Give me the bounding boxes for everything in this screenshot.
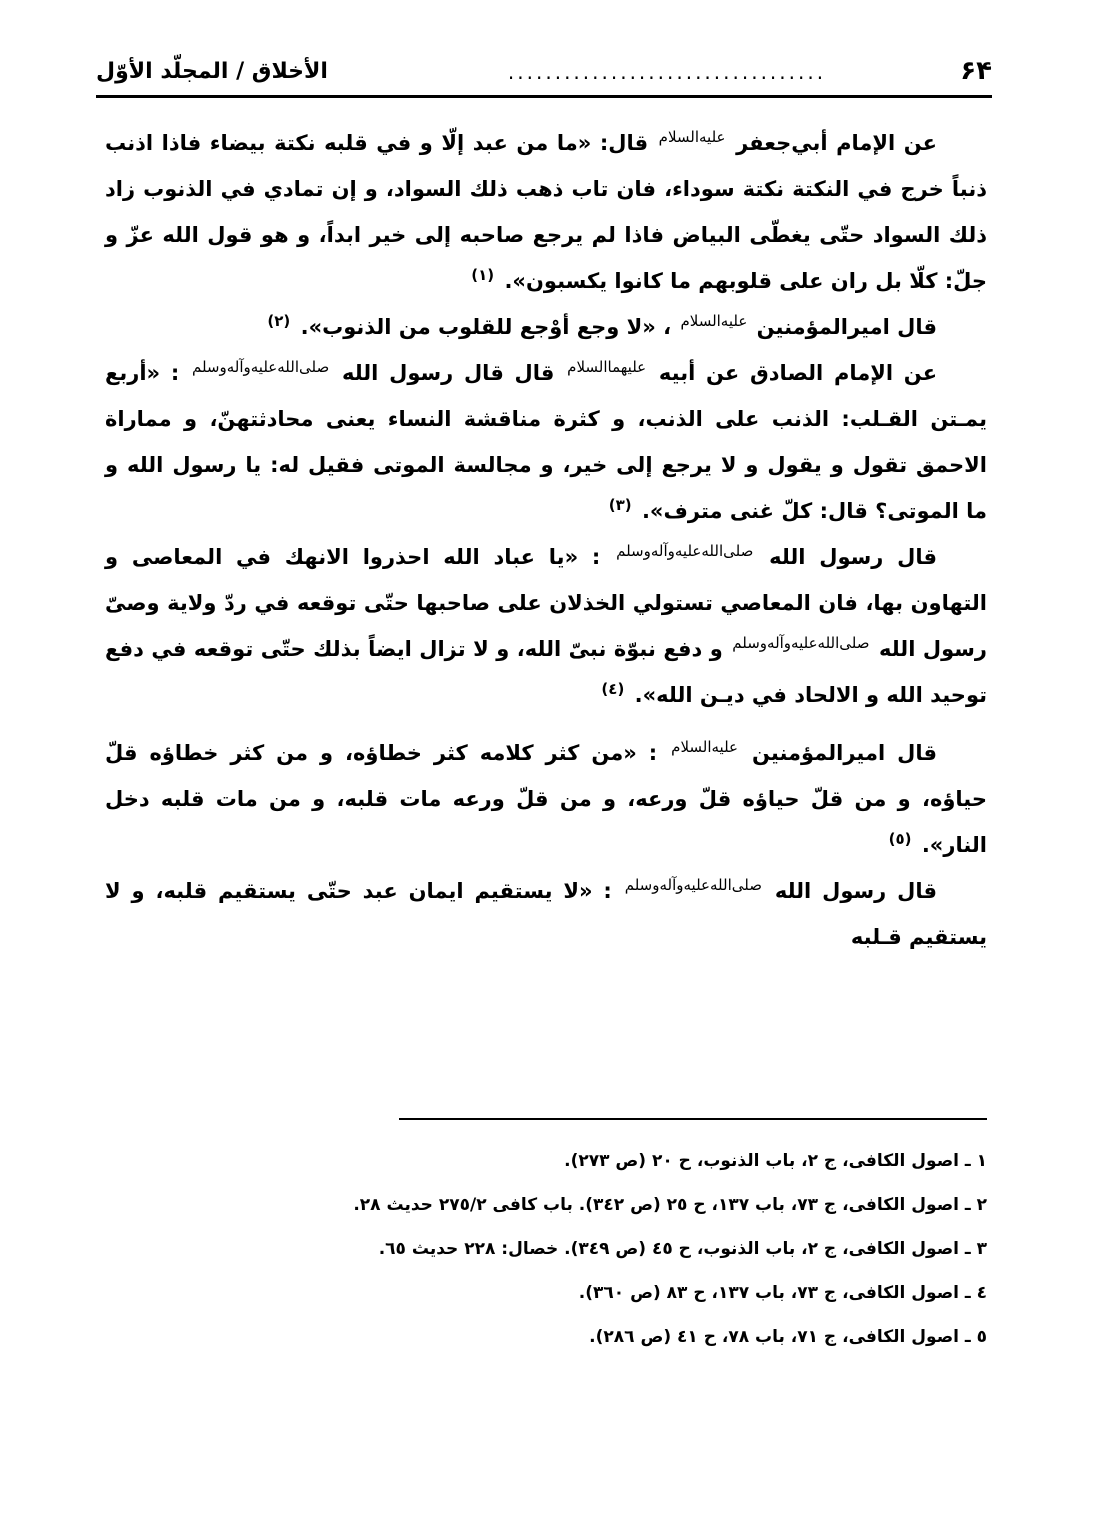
honorific-phrase: صلى‌الله‌عليه‌وآله‌وسلم [624, 876, 762, 894]
paragraph-text: : «من كثر كلامه كثر خطاؤه، و من كثر خطاؤه قلّ حياؤه، و من قلّ حياؤه قلّ ورعه، و من قلّ ورعه مات قلبه، و من مات قلبه دخل النار». [105, 741, 987, 857]
footnotes-list [267, 1148, 987, 1368]
paragraph-text: ، «لا وجع أوْجع للقلوب من الذنوب». [300, 315, 672, 339]
footnote-divider [399, 1118, 987, 1120]
footnote: ٤ ـ اصول الكافى، ج ٧٣، باب ١٣٧، ح ٨٣ (ص ٣٦٠). [578, 1283, 987, 1303]
paragraph-text: عن الإمام أبي‌جعفر [736, 131, 938, 155]
paragraph-text: قال رسول الله [774, 879, 937, 903]
footnote: ٢ ـ اصول الكافى، ج ٧٣، باب ١٣٧، ح ٢٥ (ص ٣٤٢). باب كافى ٢٧٥/٢ حديث ٢٨. [353, 1195, 987, 1215]
hadith-paragraph [105, 304, 987, 350]
paragraph-text: : «أربع يمـتن القـلب: الذنب على الذنب، و كثرة مناقشة النساء يعنى محادثتهنّ، و مماراة الاحمق تقول و يقول و لا يرجع إلى خير، و مجالسة الموتى فقيل له: يا رسول الله و ما الموتى؟ قال: كلّ غنى مترف». [105, 361, 987, 523]
paragraph-text: قال رسول الله [769, 545, 938, 569]
paragraph-text: : «يا عباد الله احذروا الانهك في المعاصى و التهاون بها، فان المعاصي تستولي الخذلان على صاحبها حتّى توقعه في ردّ ولاية وصىّ رسول الله [105, 545, 988, 661]
footnote: ١ ـ اصول الكافى، ج ٢، باب الذنوب، ح ٢٠ (ص ٢٧٣). [564, 1151, 987, 1171]
hadith-paragraph [105, 868, 987, 960]
paragraph-text: قال قال رسول الله [341, 361, 555, 385]
honorific-phrase: عليه‌السلام [680, 312, 748, 330]
honorific-phrase: عليهماالسلام [567, 358, 647, 376]
footnote: ٣ ـ اصول الكافى، ج ٢، باب الذنوب، ح ٤٥ (ص ٣٤٩). خصال: ٢٢٨ حديث ٦٥. [378, 1239, 987, 1259]
footnote-reference: (٣) [608, 496, 632, 514]
honorific-phrase: صلى‌الله‌عليه‌وآله‌وسلم [732, 634, 870, 652]
paragraph-text: قال اميرالمؤمنين [756, 315, 937, 339]
book-title: الأخلاق / المجلّد الأوّل [96, 59, 328, 84]
honorific-phrase: صلى‌الله‌عليه‌وآله‌وسلم [191, 358, 330, 376]
footnote-reference: (١) [471, 266, 495, 284]
footnote: ٥ ـ اصول الكافى، ج ٧١، باب ٧٨، ح ٤١ (ص ٢٨٦). [589, 1327, 987, 1347]
paragraph-text: و دفع نبوّة نبىّ الله، و لا تزال ايضاً بذلك حتّى توقعه في دفع توحيد الله و الالحاد في ديـن الله». [105, 637, 987, 707]
honorific-phrase: عليه‌السلام [671, 738, 738, 756]
hadith-paragraph [105, 350, 987, 534]
footnote-reference: (٤) [601, 680, 625, 698]
hadith-paragraph [105, 534, 987, 718]
header-divider [96, 95, 992, 98]
hadith-paragraph [105, 730, 987, 868]
honorific-phrase: صلى‌الله‌عليه‌وآله‌وسلم [616, 542, 754, 560]
paragraph-text: : «لا يستقيم ايمان عبد حتّى يستقيم قلبه، و لا يستقيم قـلبه [105, 879, 987, 949]
main-text [105, 120, 987, 960]
footnote-reference: (٢) [267, 312, 291, 330]
paragraph-text: قال: «ما من عبد إلّا و في قلبه نكتة بيضاء فاذا اذنب ذنباً خرج في النكتة نكتة سوداء، فان تاب ذهب ذلك السواد، و إن تمادي في الذنوب زاد ذلك السواد حتّى يغطّى البياض فاذا لم يرجع صاحبه إلى خير ابداً، و هو قول الله عزّ و جلّ: كلّا بل ران على قلوبهم ما كانوا يكسبون». [105, 131, 987, 293]
paragraph-text: قال اميرالمؤمنين [751, 741, 937, 765]
paragraph-text: عن الإمام الصادق عن أبيه [658, 361, 938, 385]
footnote-reference: (٥) [888, 830, 912, 848]
honorific-phrase: عليه‌السلام [658, 128, 726, 146]
header-leader-dots: .................................. [507, 60, 827, 84]
page-number: ۶۴ [960, 56, 992, 86]
hadith-paragraph [105, 120, 987, 304]
running-header [96, 46, 992, 98]
